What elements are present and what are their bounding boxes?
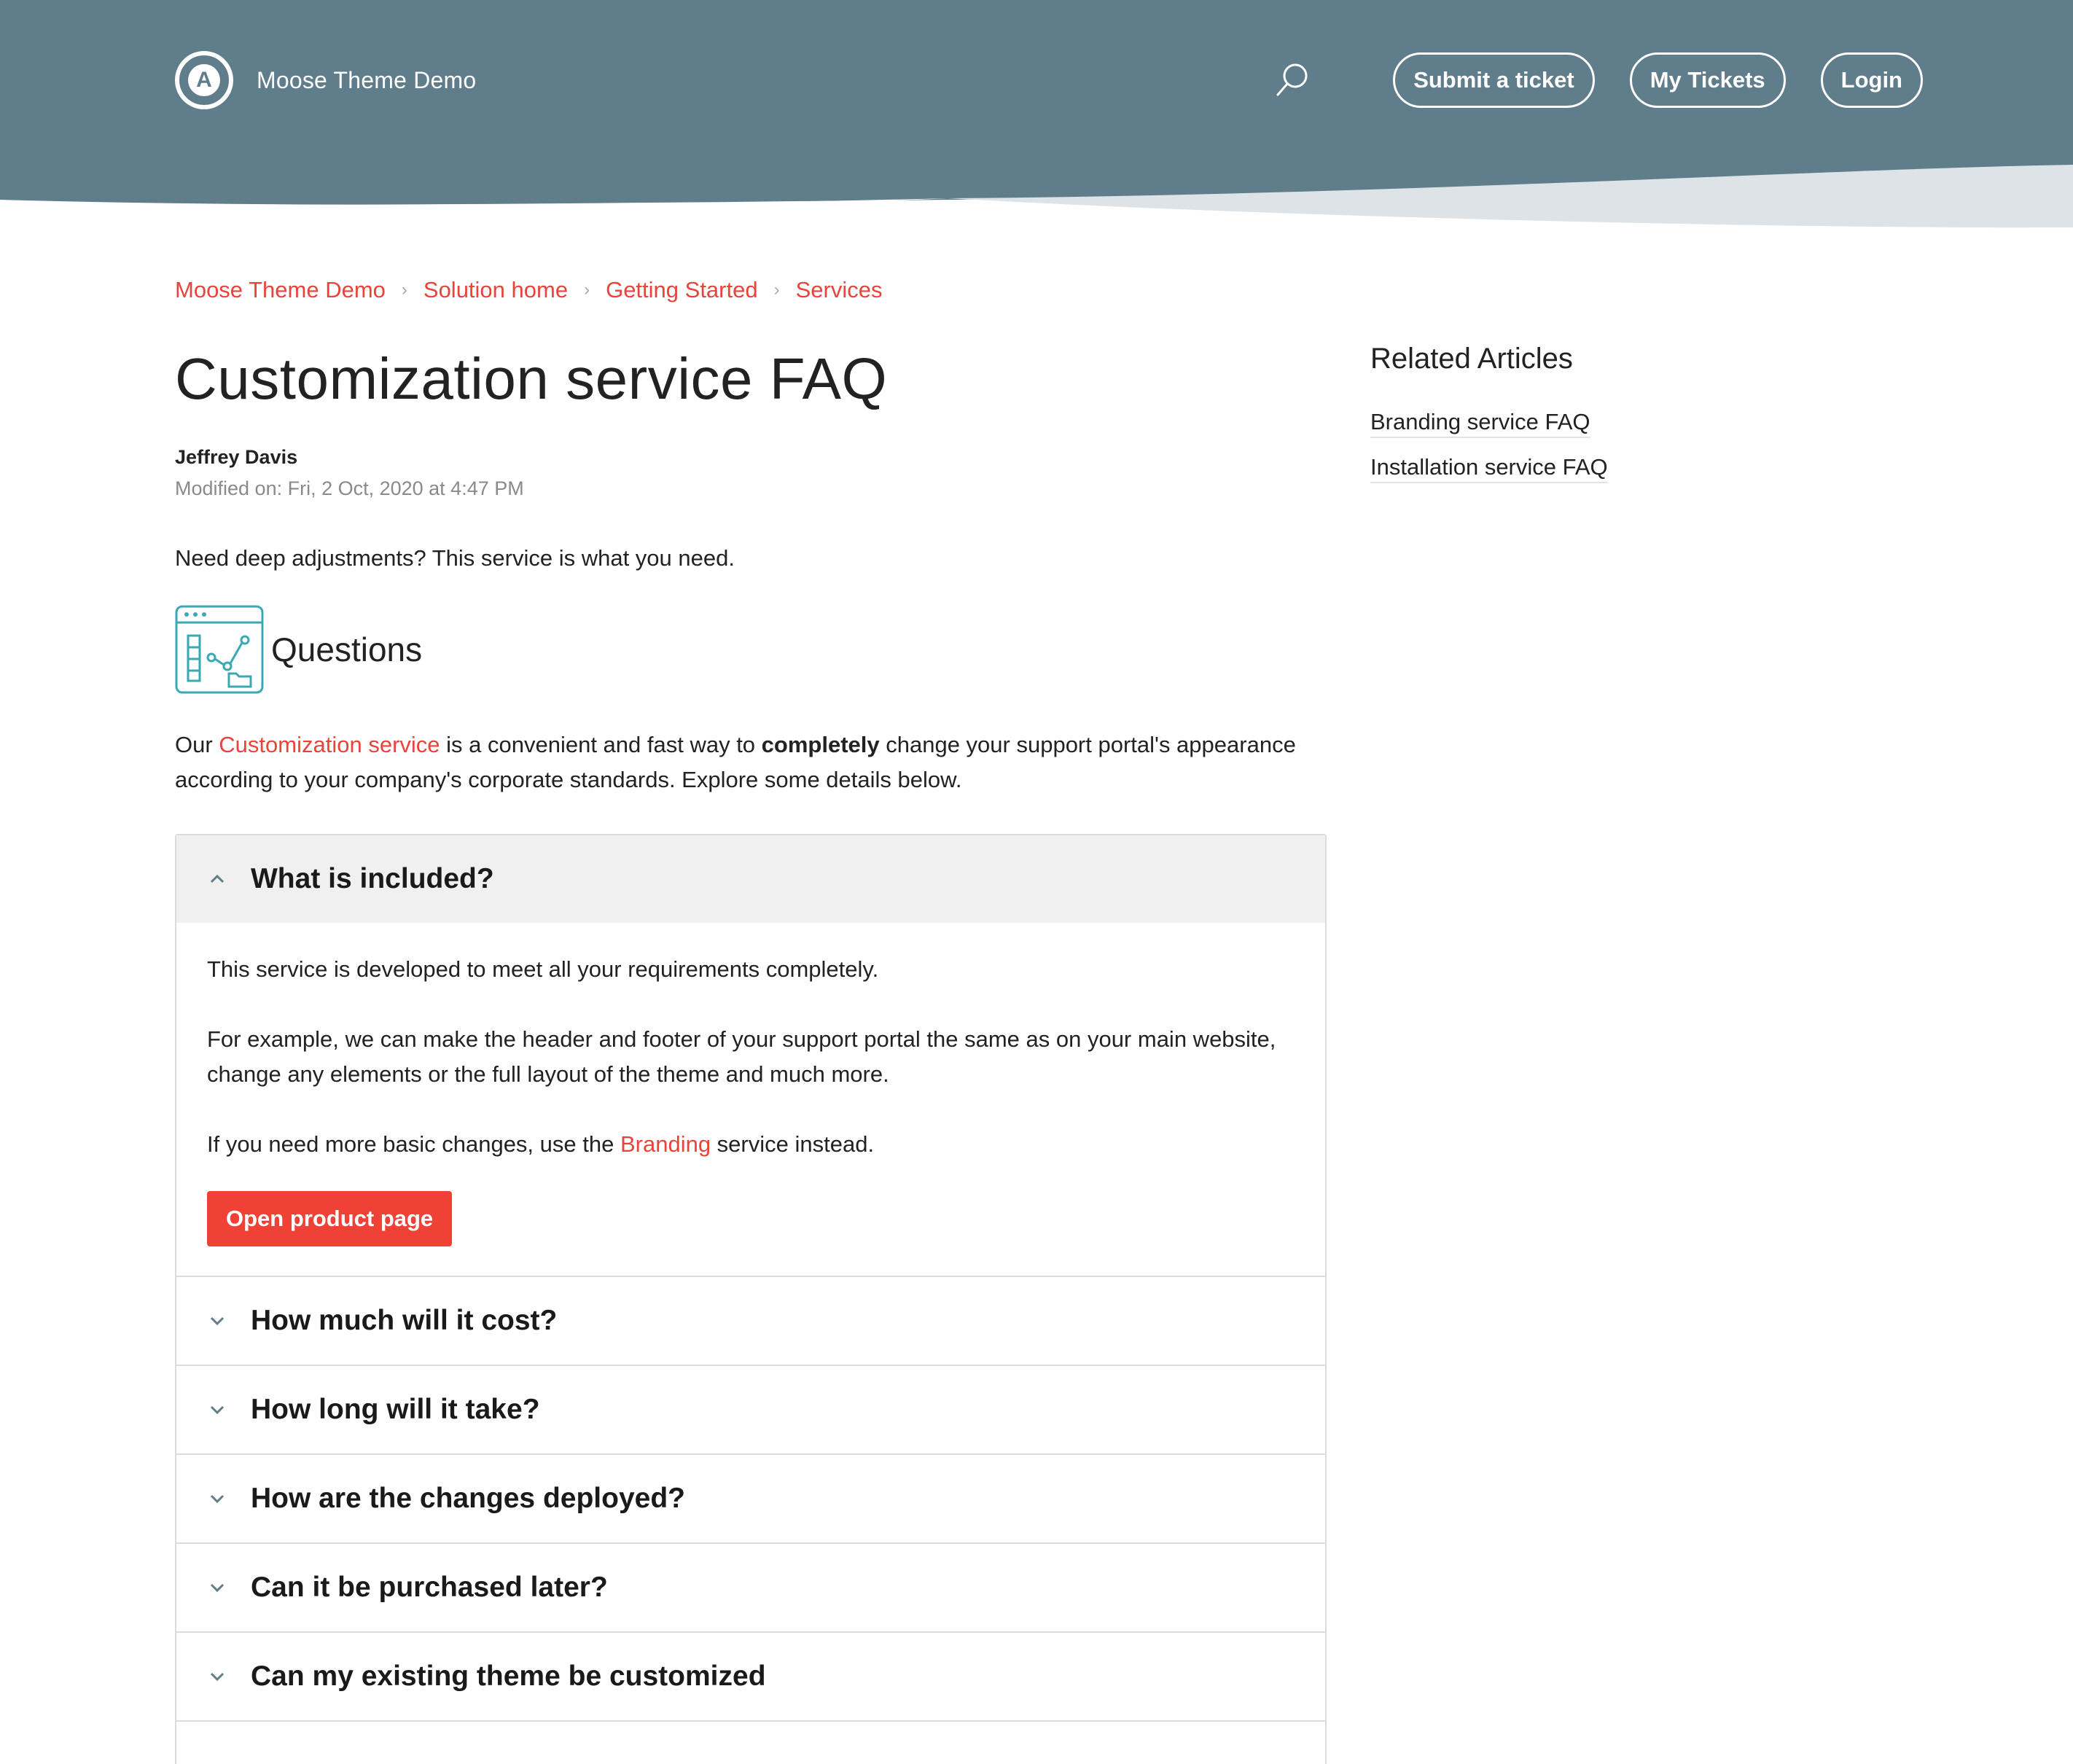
branding-link[interactable]: Branding [620,1131,711,1157]
my-tickets-button[interactable]: My Tickets [1630,52,1786,108]
article [175,343,1327,1764]
faq-question: Can my existing theme be customized [251,1660,766,1692]
faq-toggle[interactable] [176,1277,1325,1365]
faq-accordion [175,834,1327,1764]
related-article-link[interactable]: Installation service FAQ [1370,454,1608,483]
chevron-down-icon [204,1308,230,1334]
faq-answer [176,923,1325,1276]
article-intro [175,727,1327,797]
breadcrumb-separator-icon: › [401,280,407,300]
faq-answer-paragraph: For example, we can make the header and footer of your support portal the same as on your main website, change any elements or the full layout of the theme and much more. [207,1026,1276,1087]
faq-answer-paragraph [207,1127,1295,1162]
site-header [0,0,2073,233]
related-articles-list [1370,409,1881,499]
chevron-down-icon [204,1574,230,1601]
related-articles [1370,343,1881,499]
article-lead: Need deep adjustments? This service is what you need. [175,545,735,571]
faq-answer-text: service instead. [711,1131,875,1157]
dashboard-chart-icon [175,605,264,694]
faq-question: What is included? [251,863,494,894]
login-button[interactable]: Login [1821,52,1923,108]
brand-name: Moose Theme Demo [257,66,477,93]
questions-heading [175,605,1327,694]
faq-toggle-what-is-included[interactable] [176,835,1325,923]
intro-text: change your support portal's appearance according to your company's corporate standards. Explore some details below. [175,732,1296,792]
search-icon [1273,61,1311,99]
faq-item [176,1633,1325,1722]
faq-item [176,1366,1325,1455]
open-product-page-button[interactable]: Open product page [207,1191,452,1246]
faq-toggle[interactable] [176,1633,1325,1720]
faq-item-what-is-included [176,835,1325,1277]
article-modified-date: Modified on: Fri, 2 Oct, 2020 at 4:47 PM [175,477,524,499]
search-button[interactable] [1270,52,1314,108]
intro-text: is a convenient and fast way to [440,732,762,757]
faq-toggle[interactable] [176,1544,1325,1631]
faq-question: Can it be purchased later? [251,1572,608,1603]
page-title: Customization service FAQ [175,346,888,411]
logo-letter: A [188,64,220,96]
chevron-down-icon [204,1663,230,1690]
faq-item [176,1277,1325,1366]
faq-question: How long will it take? [251,1394,540,1425]
faq-item-partial [176,1722,1325,1764]
brand-home-link[interactable] [175,51,476,109]
breadcrumb-item-getting-started[interactable]: Getting Started [606,277,758,303]
breadcrumb-separator-icon: › [584,280,590,300]
intro-bold-text: completely [761,732,880,757]
header-nav [1270,52,1923,108]
faq-toggle[interactable] [176,1366,1325,1453]
breadcrumb-separator-icon: › [773,280,780,300]
header-wave-background [0,0,2073,233]
faq-item [176,1544,1325,1633]
faq-toggle[interactable] [176,1455,1325,1542]
breadcrumb-item-solution-home[interactable]: Solution home [423,277,569,303]
customization-service-link[interactable]: Customization service [219,732,440,757]
breadcrumb-item-home[interactable]: Moose Theme Demo [175,277,386,303]
submit-ticket-button[interactable]: Submit a ticket [1393,52,1595,108]
intro-text: Our [175,732,219,757]
faq-toggle[interactable] [176,1722,1325,1764]
breadcrumb [175,277,882,303]
related-article-link[interactable]: Branding service FAQ [1370,409,1590,438]
logo-icon [175,51,233,109]
faq-item [176,1455,1325,1544]
questions-heading-text: Questions [271,631,423,668]
chevron-up-icon [204,866,230,892]
chevron-down-icon [204,1397,230,1423]
breadcrumb-item-services[interactable]: Services [795,277,883,303]
faq-question: How much will it cost? [251,1305,558,1336]
faq-answer-text: If you need more basic changes, use the [207,1131,620,1157]
faq-question: How are the changes deployed? [251,1483,685,1514]
article-author: Jeffrey Davis [175,446,298,468]
related-articles-title: Related Articles [1370,343,1573,375]
faq-answer-paragraph: This service is developed to meet all your requirements completely. [207,956,879,982]
chevron-down-icon [204,1486,230,1512]
